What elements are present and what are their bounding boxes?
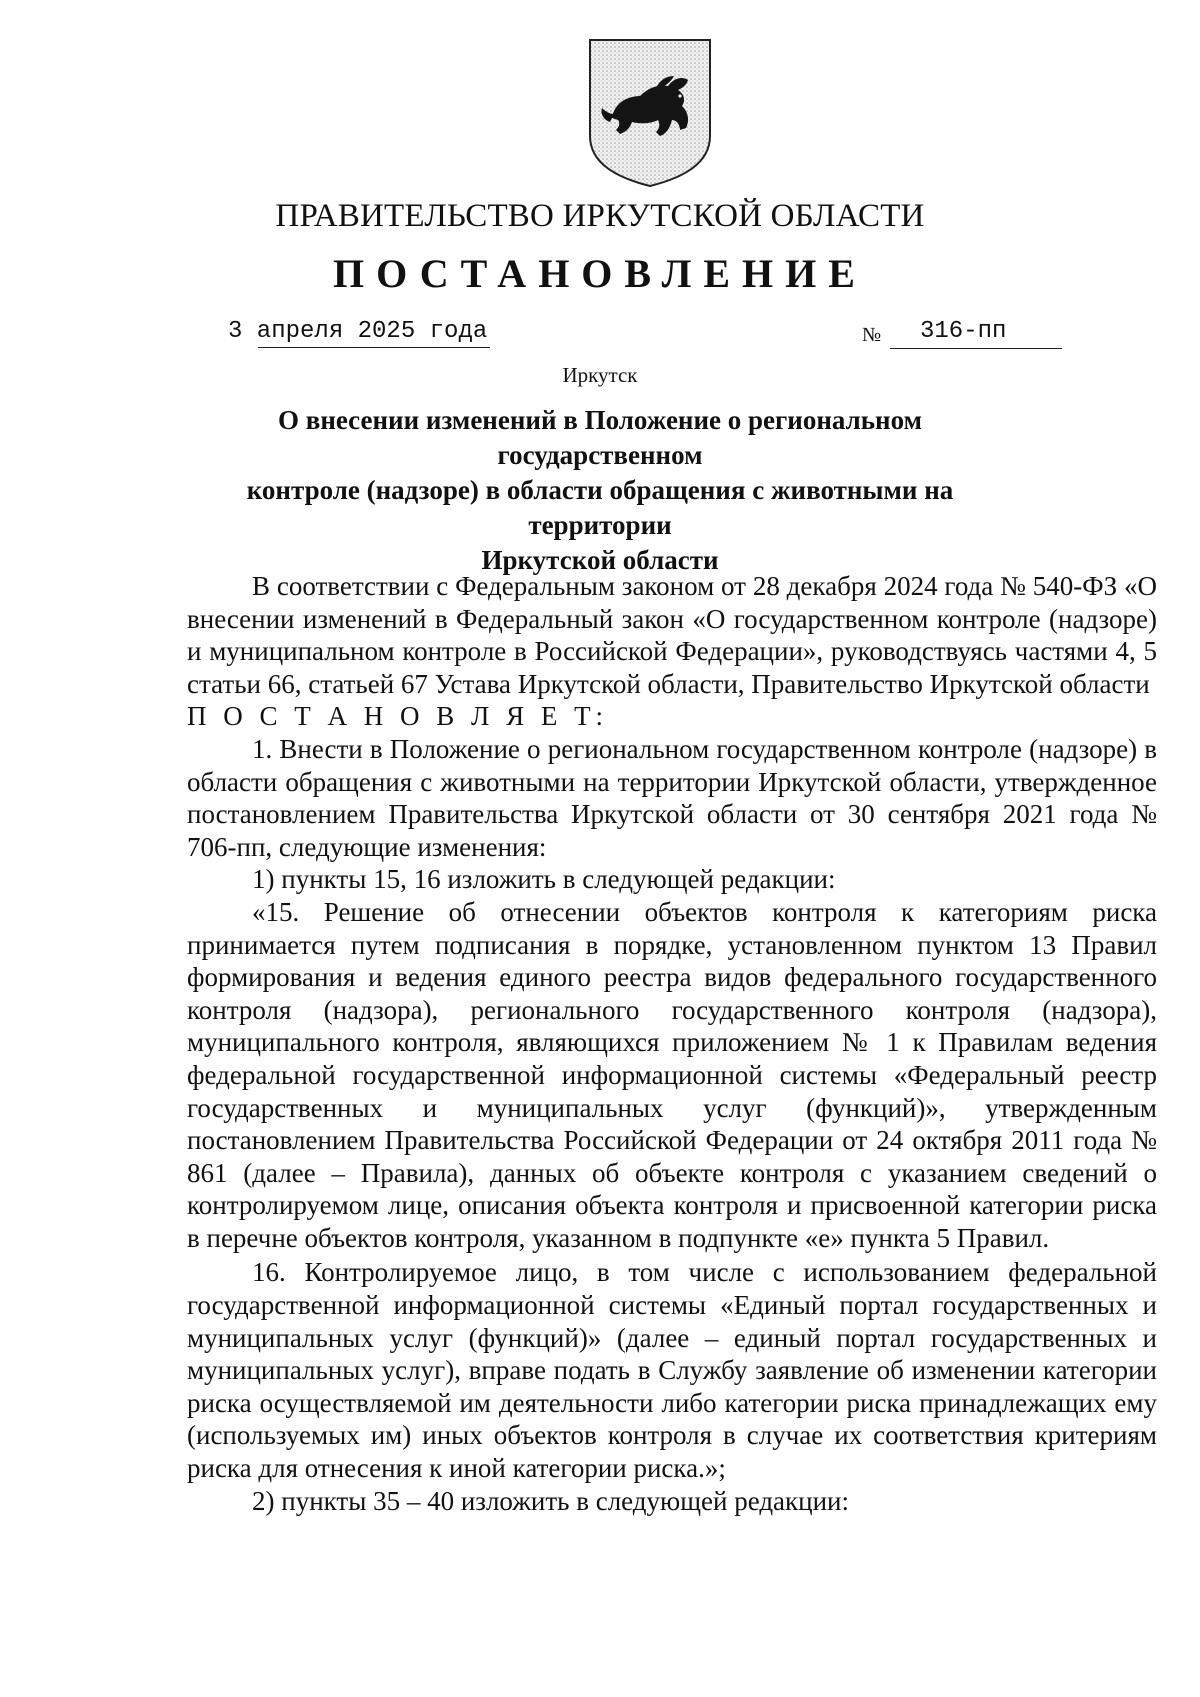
item-1-paragraph: 1. Внести в Положение о региональном государственном контроле (надзоре) в области обращения с животными на территории Иркутской области, утвержденное постановлением Правительства Иркутской области от 30 сентября 2021 года № 706-пп, следующие изменения: [187, 733, 1157, 862]
clause-16-paragraph: 16. Контролируемое лицо, в том числе с использованием федеральной государственной информационной системы «Единый портал государственных и муниципальных услуг (функций)» (далее – единый портал государственных и муниципальных услуг), вправе подать в Службу заявление об изменении категории риска осуществляемой им деятельности либо категории риска принадлежащих ему (используемых им) иных объектов контроля в случае их соответствия критериям риска для отнесения к иной категории риска.»; [187, 1257, 1157, 1484]
document-type: ПОСТАНОВЛЕНИЕ [333, 251, 867, 296]
irkutsk-coat-of-arms-icon [586, 38, 714, 188]
date-underline [258, 347, 490, 348]
decrees-word: П О С Т А Н О В Л Я Е Т: [187, 701, 609, 732]
document-title [200, 403, 1000, 578]
title-line-3: Иркутской области [481, 545, 719, 575]
document-date: 3 апреля 2025 года [228, 318, 488, 345]
document-body [187, 570, 1157, 1517]
number-underline [890, 348, 1062, 349]
government-name: ПРАВИТЕЛЬСТВО ИРКУТСКОЙ ОБЛАСТИ [275, 198, 925, 234]
title-line-1: О внесении изменений в Положение о региональном государственном [277, 405, 922, 470]
clause-15-paragraph: «15. Решение об отнесении объектов контроля к категориям риска принимается путем подписания в порядке, установленном пунктом 13 Правил формирования и ведения единого реестра видов федерального государственного контроля (надзора), регионального государственного контроля (надзора), муниципального контроля, являющихся приложением № 1 к Правилам ведения федеральной государственной информационной системы «Федеральный реестр государственных и муниципальных услуг (функций)», утвержденным постановлением Правительства Российской Федерации от 24 октября 2011 года № 861 (далее – Правила), данных об объекте контроля с указанием сведений о контролируемом лице, описания объекта контроля и присвоенной категории риска в перечне объектов контроля, указанном в подпункте «е» пункта 5 Правил. [187, 896, 1157, 1253]
title-line-2: контроле (надзоре) в области обращения с животными на территории [246, 475, 954, 540]
preamble-paragraph: В соответствии с Федеральным законом от 28 декабря 2024 года № 540-ФЗ «О внесении изменений в Федеральный закон «О государственном контроле (надзоре) и муниципальном контроле в Российской Федерации», руководствуясь частями 4, 5 статьи 66, статьей 67 Устава Иркутской области, Правительство Иркутской области [187, 571, 1157, 699]
item-1-1-paragraph: 1) пункты 15, 16 изложить в следующей редакции: [252, 864, 836, 895]
item-1-2-paragraph: 2) пункты 35 – 40 изложить в следующей редакции: [252, 1485, 850, 1516]
number-sign: № [862, 324, 882, 346]
document-city: Иркутск [562, 363, 638, 387]
document-number: 316-пп [920, 318, 1007, 345]
